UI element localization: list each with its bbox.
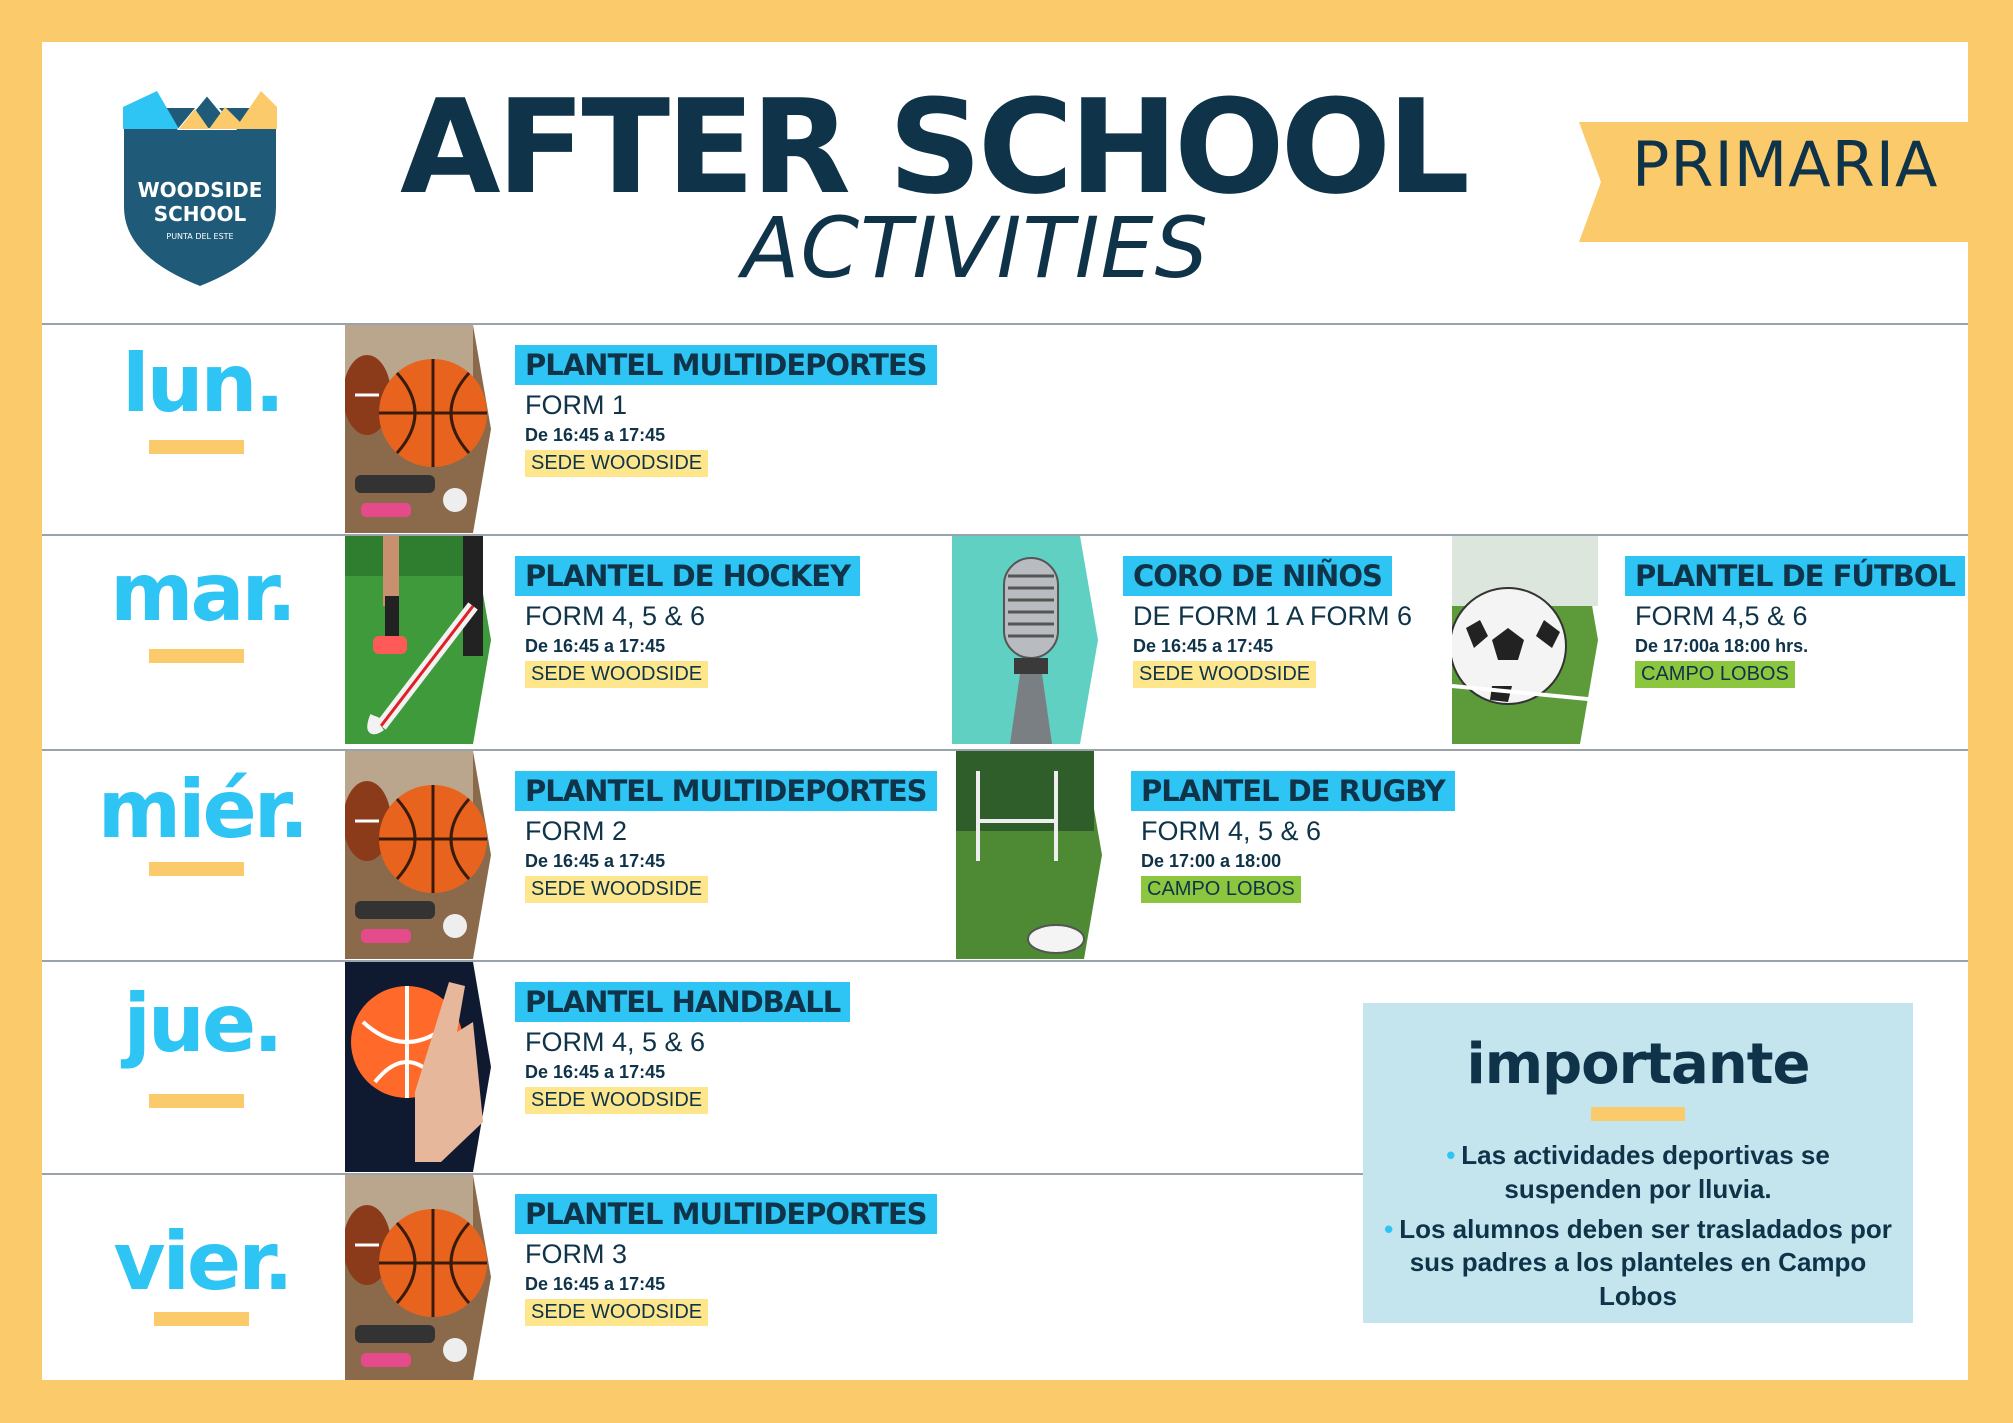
day-underline xyxy=(149,1094,244,1108)
importante-item xyxy=(1383,1139,1893,1207)
importante-notice xyxy=(1363,1003,1913,1323)
activity-time: De 17:00a 18:00 hrs. xyxy=(1635,636,1809,657)
activity-time: De 16:45 a 17:45 xyxy=(525,636,666,657)
soccer-ball-image xyxy=(1452,536,1598,744)
handball-image xyxy=(345,962,491,1172)
svg-text:SCHOOL: SCHOOL xyxy=(153,202,247,226)
activity-time: De 16:45 a 17:45 xyxy=(525,1274,666,1295)
activity-title: PLANTEL DE RUGBY xyxy=(1131,771,1455,811)
activity-place: CAMPO LOBOS xyxy=(1141,876,1301,903)
activity-form: FORM 4, 5 & 6 xyxy=(525,1027,706,1058)
activity-form: FORM 3 xyxy=(525,1239,628,1270)
day-label-mier: miér. xyxy=(97,763,307,856)
activity-form: DE FORM 1 A FORM 6 xyxy=(1133,601,1413,632)
importante-underline xyxy=(1591,1107,1685,1121)
activity-title: PLANTEL DE FÚTBOL xyxy=(1625,556,1965,596)
activity-card xyxy=(515,556,860,688)
svg-text:PUNTA DEL ESTE: PUNTA DEL ESTE xyxy=(166,232,234,241)
rugby-field-image xyxy=(956,751,1102,959)
activity-form: FORM 4, 5 & 6 xyxy=(525,601,706,632)
page-subtitle: ACTIVITIES xyxy=(742,199,1209,297)
svg-text:WOODSIDE: WOODSIDE xyxy=(137,178,263,202)
activity-place: SEDE WOODSIDE xyxy=(525,661,708,688)
bullet-icon: • xyxy=(1384,1213,1394,1244)
activity-form: FORM 4,5 & 6 xyxy=(1635,601,1808,632)
activity-time: De 17:00 a 18:00 xyxy=(1141,851,1282,872)
day-label-vier: vier. xyxy=(113,1215,291,1308)
activity-card xyxy=(515,982,850,1114)
day-underline xyxy=(154,1312,249,1326)
activity-title: PLANTEL MULTIDEPORTES xyxy=(515,771,937,811)
day-label-jue: jue. xyxy=(123,977,281,1070)
activity-form: FORM 2 xyxy=(525,816,628,847)
day-underline xyxy=(149,649,244,663)
activity-time: De 16:45 a 17:45 xyxy=(525,425,666,446)
row-divider xyxy=(42,960,1968,962)
woodside-school-logo xyxy=(117,89,283,289)
bullet-icon: • xyxy=(1446,1140,1456,1170)
activity-title: PLANTEL HANDBALL xyxy=(515,982,850,1022)
activity-form: FORM 1 xyxy=(525,390,628,421)
day-underline xyxy=(149,440,244,454)
day-label-mar: mar. xyxy=(110,546,294,639)
importante-title: importante xyxy=(1466,1032,1810,1097)
row-divider xyxy=(42,323,1968,325)
activity-time: De 16:45 a 17:45 xyxy=(1133,636,1274,657)
activity-card xyxy=(515,771,937,903)
activity-card xyxy=(1123,556,1412,688)
hockey-image xyxy=(345,536,491,744)
activity-place: SEDE WOODSIDE xyxy=(525,1299,708,1326)
activity-title: PLANTEL MULTIDEPORTES xyxy=(515,1194,937,1234)
importante-item xyxy=(1383,1213,1893,1314)
page-title: AFTER SCHOOL xyxy=(400,71,1466,223)
day-underline xyxy=(149,862,244,876)
schedule-sheet xyxy=(42,42,1968,1380)
row-divider xyxy=(42,1173,1365,1175)
activity-card xyxy=(515,345,937,477)
activity-place: SEDE WOODSIDE xyxy=(525,450,708,477)
microphone-image xyxy=(952,536,1098,744)
activity-place: CAMPO LOBOS xyxy=(1635,661,1795,688)
activity-title: CORO DE NIÑOS xyxy=(1123,556,1392,596)
activity-form: FORM 4, 5 & 6 xyxy=(1141,816,1322,847)
activity-title: PLANTEL MULTIDEPORTES xyxy=(515,345,937,385)
activity-card xyxy=(515,1194,937,1326)
activity-place: SEDE WOODSIDE xyxy=(525,876,708,903)
sports-equipment-image xyxy=(345,751,491,959)
day-label-lun: lun. xyxy=(122,337,282,430)
activity-card xyxy=(1131,771,1455,903)
level-label: PRIMARIA xyxy=(1632,128,1939,201)
activity-place: SEDE WOODSIDE xyxy=(525,1087,708,1114)
importante-list xyxy=(1383,1139,1893,1320)
activity-place: SEDE WOODSIDE xyxy=(1133,661,1316,688)
importante-item-text: Las actividades deportivas se suspenden por lluvia. xyxy=(1461,1140,1830,1204)
activity-time: De 16:45 a 17:45 xyxy=(525,851,666,872)
importante-item-text: Los alumnos deben ser trasladados por sus padres a los planteles en Campo Lobos xyxy=(1399,1213,1892,1312)
activity-time: De 16:45 a 17:45 xyxy=(525,1062,666,1083)
sports-equipment-image xyxy=(345,1175,491,1380)
activity-title: PLANTEL DE HOCKEY xyxy=(515,556,860,596)
sports-equipment-image xyxy=(345,325,491,533)
activity-card xyxy=(1625,556,1965,688)
